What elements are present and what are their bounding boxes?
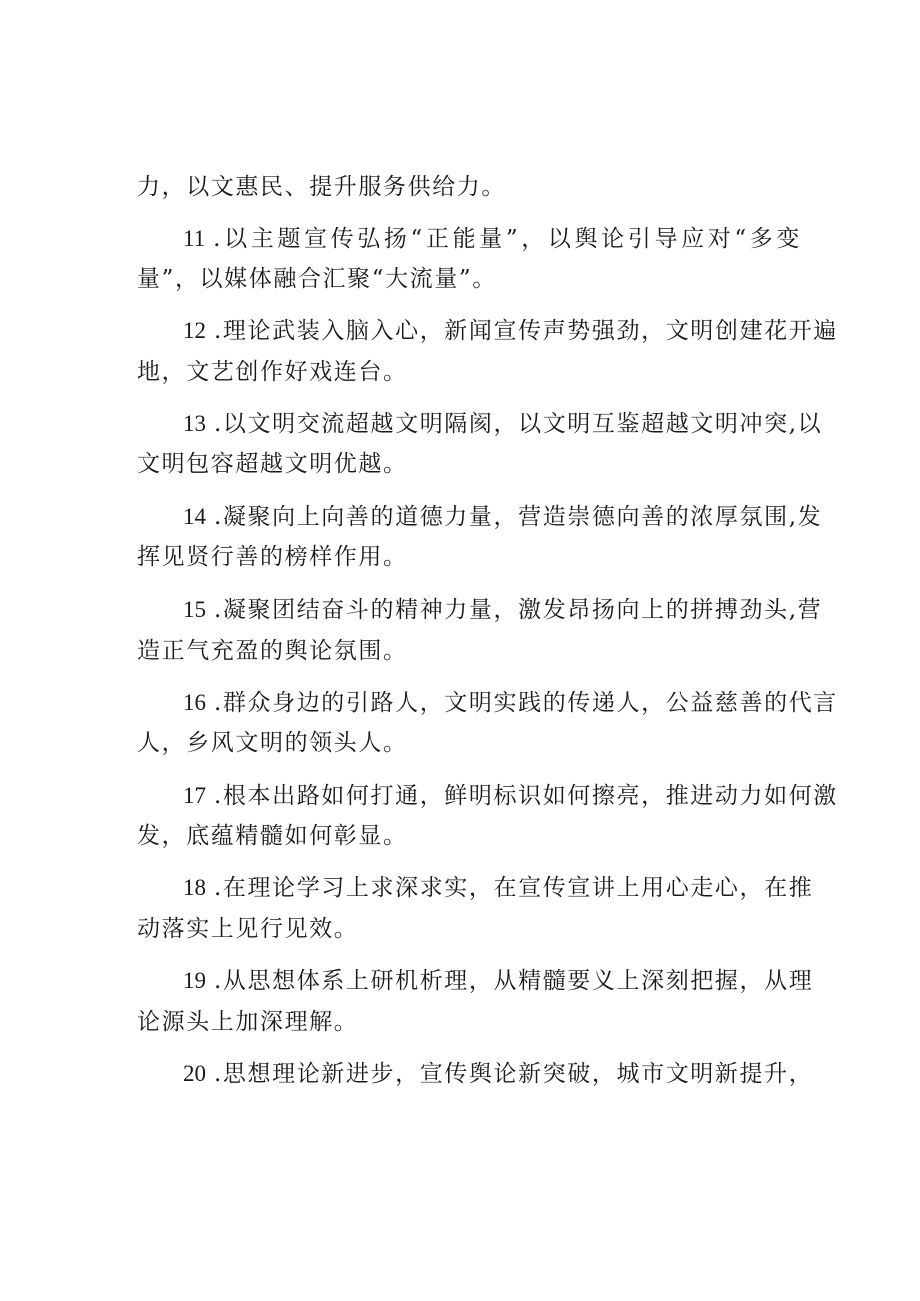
item-number: 11 [183,226,206,251]
item-text: .群众身边的引路人，文明实践的传递人，公益慈善的代言 [214,690,838,716]
item-text: .根本出路如何打通，鲜明标识如何擦亮，推进动力如何激 [214,783,838,809]
list-item-12-line-1 [183,316,838,346]
list-item-11-line-1 [183,224,801,254]
item-text: .凝聚向上向善的道德力量，营造崇德向善的浓厚氛围,发 [214,504,823,530]
list-item-11-line-2: 量”，以媒体融合汇聚“大流量”。 [137,266,497,292]
item-number: 12 [183,318,206,343]
list-item-15-line-2: 造正气充盈的舆论氛围。 [137,638,408,664]
list-item-14-line-2: 挥见贤行善的榜样作用。 [137,544,408,570]
item-number: 19 [183,968,206,993]
list-item-12-line-2: 地，文艺创作好戏连台。 [137,359,408,385]
list-item-18-line-1 [183,873,814,903]
item-number: 18 [183,875,206,900]
list-item-19-line-2: 论源头上加深理解。 [137,1009,359,1035]
list-item-19-line-1 [183,966,814,996]
list-item-18-line-2: 动落实上见行见效。 [137,916,359,942]
list-item-13-line-1 [183,409,823,439]
list-item-17-line-1 [183,781,838,811]
item-text: .凝聚团结奋斗的精神力量，激发昂扬向上的拼搏劲头,营 [214,597,823,623]
item-text: .在理论学习上求深求实，在宣传宣讲上用心走心，在推 [214,875,814,901]
item-number: 17 [183,783,206,808]
list-item-20-line-1 [183,1059,814,1089]
list-item-16-line-1 [183,688,838,718]
item-number: 14 [183,504,206,529]
item-number: 13 [183,411,206,436]
list-item-16-line-2: 人，乡风文明的领头人。 [137,730,408,756]
item-text: .以主题宣传弘扬“正能量”，以舆论引导应对“多变 [213,226,801,252]
intro-continuation: 力，以文惠民、提升服务供给力。 [137,174,506,200]
item-number: 16 [183,690,206,715]
item-text: .以文明交流超越文明隔阂，以文明互鉴超越文明冲突,以 [214,411,823,437]
item-text: .思想理论新进步，宣传舆论新突破，城市文明新提升， [214,1061,814,1087]
list-item-15-line-1 [183,595,823,625]
item-number: 15 [183,597,206,622]
item-number: 20 [183,1061,206,1086]
item-text: .从思想体系上研机析理，从精髓要义上深刻把握，从理 [214,968,814,994]
list-item-14-line-1 [183,502,823,532]
list-item-17-line-2: 发，底蕴精髓如何彰显。 [137,823,408,849]
item-text: .理论武装入脑入心，新闻宣传声势强劲，文明创建花开遍 [214,318,838,344]
list-item-13-line-2: 文明包容超越文明优越。 [137,451,408,477]
